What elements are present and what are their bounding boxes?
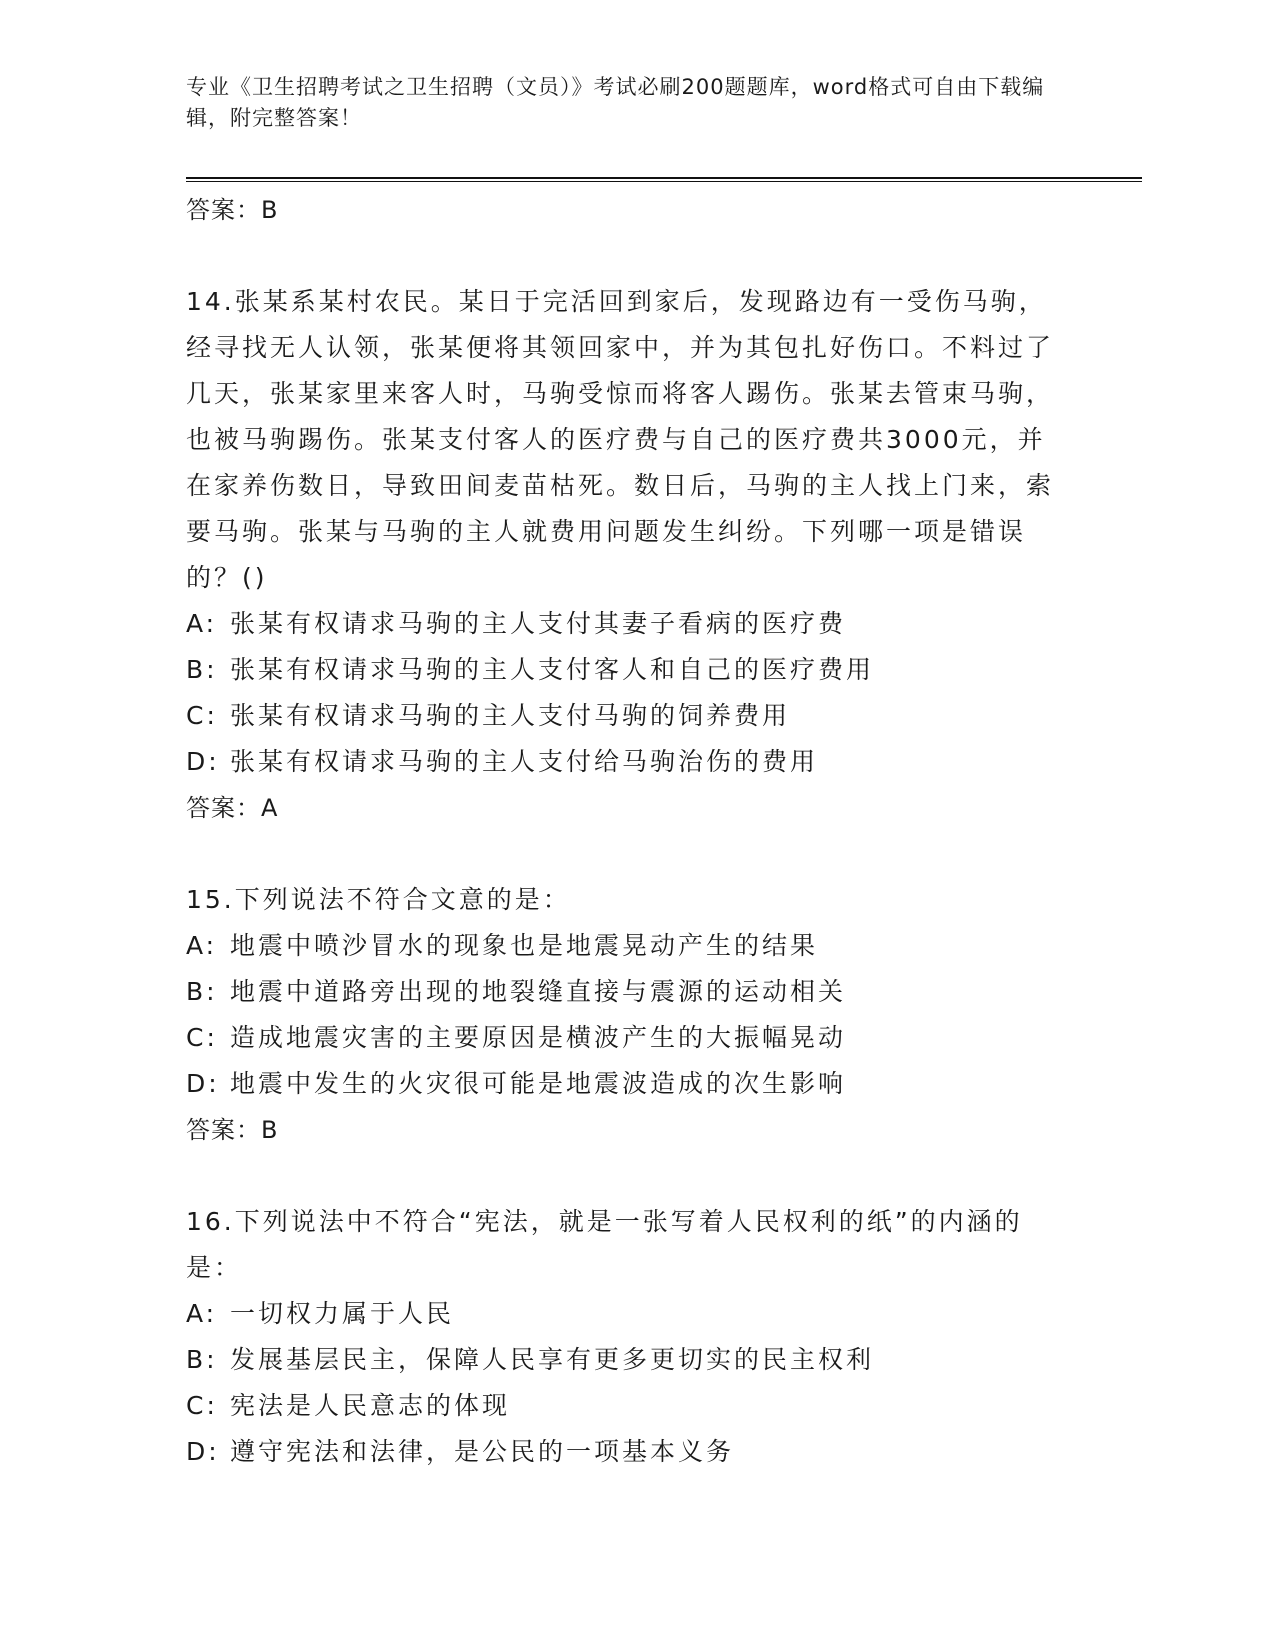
option-letter: C: <box>186 1023 218 1052</box>
option-letter: A: <box>186 931 218 960</box>
option-text: 遵守宪法和法律，是公民的一项基本义务 <box>230 1437 735 1466</box>
option-text: 地震中道路旁出现的地裂缝直接与震源的运动相关 <box>230 977 847 1006</box>
question-stem: 14.张某系某村农民。某日于完活回到家后，发现路边有一受伤马驹，经寻找无人认领，张某便将其领回家中，并为其包扎好伤口。不料过了几天，张某家里来客人时，马驹受惊而将客人踢伤。张某去管束马驹，也被马驹踢伤。张某支付客人的医疗费与自己的医疗费共3000元，并在家养伤数日，导致田间麦苗枯死。数日后，马驹的主人找上门来，索要马驹。张某与马驹的主人就费用问题发生纠纷。下列哪一项是错误的？() <box>186 287 1055 592</box>
option-b <box>186 647 1066 693</box>
option-text: 张某有权请求马驹的主人支付客人和自己的医疗费用 <box>230 655 875 684</box>
question-stem: 15.下列说法不符合文意的是： <box>186 885 571 914</box>
option-letter: A: <box>186 1299 218 1328</box>
blank-line <box>186 1153 1066 1199</box>
option-d <box>186 739 1066 785</box>
option-letter: A: <box>186 609 218 638</box>
option-letter: D: <box>186 747 220 776</box>
blank-line <box>186 831 1066 877</box>
option-text: 张某有权请求马驹的主人支付马驹的饲养费用 <box>230 701 791 730</box>
answer-line: 答案：B <box>186 196 279 224</box>
option-b <box>186 969 1066 1015</box>
option-text: 一切权力属于人民 <box>230 1299 455 1328</box>
option-text: 张某有权请求马驹的主人支付其妻子看病的医疗费 <box>230 609 847 638</box>
option-text: 宪法是人民意志的体现 <box>230 1391 511 1420</box>
page-header: 专业《卫生招聘考试之卫生招聘（文员）》考试必刷200题题库，word格式可自由下载编辑，附完整答案！ <box>186 75 1045 130</box>
option-letter: B: <box>186 977 218 1006</box>
question-14 <box>186 279 1066 831</box>
option-letter: C: <box>186 1391 218 1420</box>
option-letter: D: <box>186 1437 220 1466</box>
option-text: 发展基层民主，保障人民享有更多更切实的民主权利 <box>230 1345 875 1374</box>
option-a <box>186 1291 1066 1337</box>
question-15 <box>186 877 1066 1153</box>
document-body <box>186 187 1066 1475</box>
option-d <box>186 1429 1066 1475</box>
question-stem: 16.下列说法中不符合“宪法，就是一张写着人民权利的纸”的内涵的是： <box>186 1207 1023 1282</box>
option-d <box>186 1061 1066 1107</box>
option-text: 张某有权请求马驹的主人支付给马驹治伤的费用 <box>230 747 819 776</box>
option-c <box>186 693 1066 739</box>
option-letter: B: <box>186 655 218 684</box>
blank-line <box>186 233 1066 279</box>
option-b <box>186 1337 1066 1383</box>
option-letter: C: <box>186 701 218 730</box>
answer-line: 答案：A <box>186 794 279 822</box>
option-letter: D: <box>186 1069 220 1098</box>
option-text: 造成地震灾害的主要原因是横波产生的大振幅晃动 <box>230 1023 847 1052</box>
header-divider <box>186 177 1142 182</box>
answer-line: 答案：B <box>186 1116 279 1144</box>
option-c <box>186 1383 1066 1429</box>
option-c <box>186 1015 1066 1061</box>
option-a <box>186 601 1066 647</box>
option-letter: B: <box>186 1345 218 1374</box>
question-16 <box>186 1199 1066 1475</box>
option-text: 地震中喷沙冒水的现象也是地震晃动产生的结果 <box>230 931 819 960</box>
option-text: 地震中发生的火灾很可能是地震波造成的次生影响 <box>230 1069 847 1098</box>
option-a <box>186 923 1066 969</box>
